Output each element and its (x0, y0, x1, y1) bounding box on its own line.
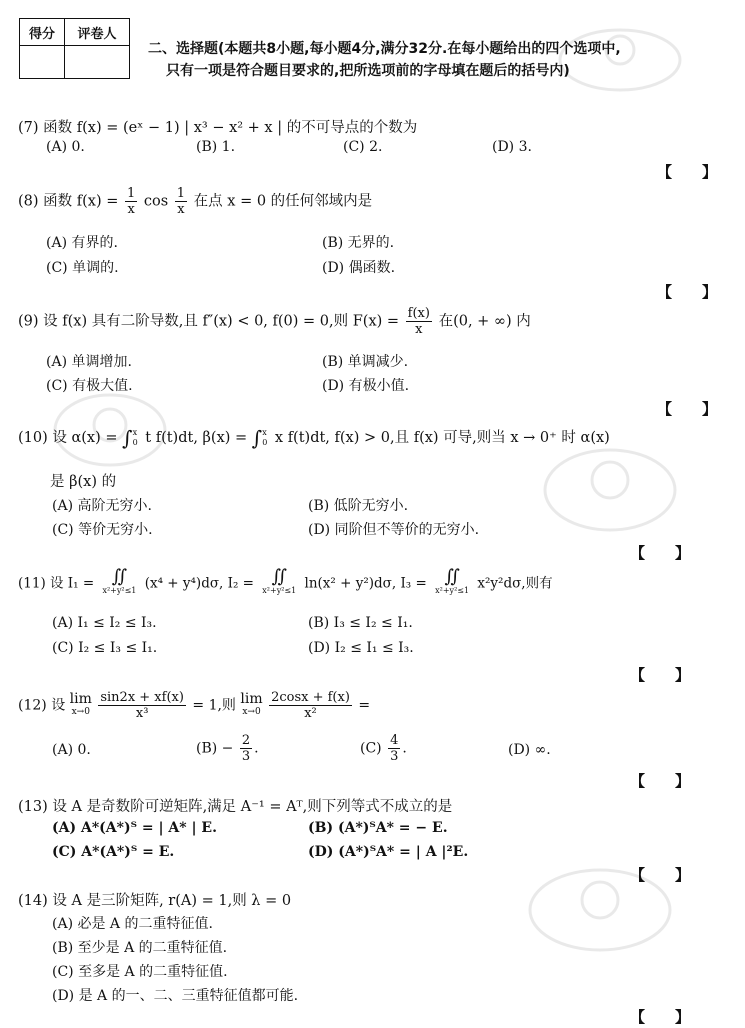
q9-frac-den: x (415, 322, 423, 337)
integral-icon: ∫ (122, 426, 133, 450)
q8-option-b[interactable]: (B) 无界的. (322, 235, 395, 251)
q10-option-b[interactable]: (B) 低阶无穷小. (308, 498, 409, 514)
double-integral-icon (262, 566, 297, 598)
q9-text-post: 在(0, + ∞) 内 (438, 313, 531, 330)
q8-frac2-num: 1 (176, 186, 186, 201)
q10-line2: 是 β(x) 的 (50, 474, 117, 490)
watermark-icon (490, 840, 710, 980)
q8-frac-num: 1 (126, 186, 136, 201)
q12-lim: lim (69, 690, 92, 707)
q10-option-d[interactable]: (D) 同阶但不等价的无穷小. (308, 522, 480, 538)
grader-cell[interactable] (65, 46, 130, 79)
question-13-stem: (13) 设 A 是奇数阶可逆矩阵,满足 A⁻¹ = Aᵀ,则下列等式不成立的是 (18, 799, 453, 815)
q8-cos: cos (143, 193, 169, 210)
q12-lim2: lim (240, 690, 263, 707)
question-11-stem (18, 566, 553, 598)
q10-upper2: x (262, 428, 267, 437)
q11-region3: x²+y²≤1 (435, 586, 470, 595)
score-cell[interactable] (20, 46, 65, 79)
q10-text3: x f(t)dt, f(x) > 0,且 f(x) 可导,则当 x → 0⁺ 时 α(x) (274, 430, 610, 446)
q14-answer-bracket[interactable]: 【 】 (630, 1008, 691, 1026)
q7-answer-bracket[interactable]: 【 】 (657, 163, 718, 181)
q8-option-c[interactable]: (C) 单调的. (46, 260, 119, 276)
q7-option-b[interactable]: (B) 1. (196, 139, 236, 155)
q12-fraction (98, 690, 186, 721)
q11-answer-bracket[interactable]: 【 】 (630, 666, 691, 684)
q8-frac-den: x (127, 202, 135, 217)
q12-optc-den: 3 (390, 749, 399, 764)
q8-text: (8) 函数 f(x) = (18, 193, 119, 210)
q12-option-d[interactable]: (D) ∞. (508, 742, 551, 758)
q11-dbl-sign2: ∬ (271, 566, 287, 587)
q12-frac-num: sin2x + xf(x) (100, 690, 184, 705)
q13-option-a[interactable]: (A) A*(A*)ᵀ = | A* | E. (52, 820, 217, 836)
q11-dbl-sign3: ∬ (444, 566, 460, 587)
double-integral-icon (102, 566, 137, 598)
q12-option-b[interactable]: (B) − $\frac{2}{3}$ . (196, 733, 259, 764)
question-9-stem (18, 306, 531, 337)
q12-fraction2 (269, 690, 352, 721)
q11-option-b[interactable]: (B) I₃ ≤ I₂ ≤ I₁. (308, 615, 413, 631)
q13-option-b[interactable]: (B) (A*)ᵀA* = − E. (308, 820, 448, 836)
grader-label: 评卷人 (65, 19, 130, 46)
q14-option-d[interactable]: (D) 是 A 的一、二、三重特征值都可能. (52, 988, 299, 1004)
q12-optb-den: 3 (241, 749, 251, 764)
q7-option-c[interactable]: (C) 2. (343, 139, 383, 155)
q13-option-c[interactable]: (C) A*(A*)ᵀ = E. (52, 844, 175, 860)
q12-frac2-num: 2cosx + f(x) (271, 690, 350, 705)
question-10-stem (18, 426, 610, 448)
q11-region2: x²+y²≤1 (262, 586, 297, 595)
score-table (19, 18, 130, 79)
q8-frac2-den: x (177, 202, 185, 217)
question-14-stem: (14) 设 A 是三阶矩阵, r(A) = 1,则 λ = 0 (18, 893, 292, 909)
q12-frac2-den: x² (304, 706, 317, 721)
q12-optb-num: 2 (241, 733, 251, 748)
q12-text2: = 1,则 (192, 697, 236, 714)
score-label: 得分 (20, 19, 65, 46)
q12-optb-fraction (240, 733, 252, 764)
q10-text: (10) 设 α(x) = (18, 430, 118, 446)
q9-option-b[interactable]: (B) 单调减少. (322, 354, 409, 370)
q11-option-a[interactable]: (A) I₁ ≤ I₂ ≤ I₃. (52, 615, 157, 631)
q8-option-d[interactable]: (D) 偶函数. (322, 260, 396, 276)
q14-option-b[interactable]: (B) 至少是 A 的二重特征值. (52, 940, 228, 956)
q9-option-c[interactable]: (C) 有极大值. (46, 378, 133, 394)
q9-answer-bracket[interactable]: 【 】 (657, 400, 718, 418)
q8-answer-bracket[interactable]: 【 】 (657, 283, 718, 301)
q12-answer-bracket[interactable]: 【 】 (630, 772, 691, 790)
q8-option-a[interactable]: (A) 有界的. (46, 235, 118, 251)
question-12-stem (18, 690, 370, 721)
q10-option-c[interactable]: (C) 等价无穷小. (52, 522, 153, 538)
q12-text3: = (358, 697, 371, 714)
q11-text: (11) 设 I₁ = (18, 575, 95, 592)
q10-answer-bracket[interactable]: 【 】 (630, 544, 691, 562)
question-8-stem (18, 186, 372, 217)
q12-option-a[interactable]: (A) 0. (52, 742, 91, 758)
q8-fraction (125, 186, 137, 217)
q14-option-c[interactable]: (C) 至多是 A 的二重特征值. (52, 964, 228, 980)
q12-limit2 (240, 690, 263, 719)
section-heading (148, 38, 621, 82)
q10-upper: x (132, 428, 138, 437)
q12-optc-text: (C) (360, 740, 382, 757)
q11-text4: x²y²dσ,则有 (477, 575, 553, 592)
q11-text3: ln(x² + y²)dσ, I₃ = (304, 575, 427, 592)
q13-answer-bracket[interactable]: 【 】 (630, 866, 691, 884)
q10-option-a[interactable]: (A) 高阶无穷小. (52, 498, 152, 514)
question-7-stem: (7) 函数 f(x) = (eˣ − 1) | x³ − x² + x | 的不可导点的个数为 (18, 120, 418, 136)
q12-frac-den: x³ (135, 706, 149, 721)
q12-option-c[interactable]: (C) $\frac{4}{3}$ . (360, 733, 407, 764)
q12-text: (12) 设 (18, 697, 66, 714)
q11-option-c[interactable]: (C) I₂ ≤ I₃ ≤ I₁. (52, 640, 158, 656)
q11-region: x²+y²≤1 (102, 586, 137, 595)
q7-option-a[interactable]: (A) 0. (46, 139, 85, 155)
q10-lower: 0 (132, 438, 138, 447)
double-integral-icon (435, 566, 470, 598)
q10-limits2 (262, 428, 267, 448)
section-heading-line1: 二、选择题(本题共8小题,每小题4分,满分32分.在每小题给出的四个选项中, (148, 41, 621, 57)
q13-option-d[interactable]: (D) (A*)ᵀA* = | A |²E. (308, 844, 469, 860)
q7-option-d[interactable]: (D) 3. (492, 139, 532, 155)
q12-optc-num: 4 (390, 733, 399, 748)
q10-lower2: 0 (262, 438, 268, 447)
q9-option-d[interactable]: (D) 有极小值. (322, 378, 410, 394)
q10-limits (133, 428, 138, 448)
q12-optc-fraction (388, 733, 400, 764)
integral-icon: ∫ (251, 426, 263, 450)
q12-limsub2: x→0 (242, 706, 261, 717)
q11-text2: (x⁴ + y⁴)dσ, I₂ = (144, 575, 254, 592)
q12-limsub: x→0 (71, 706, 90, 717)
q9-frac-num: f(x) (407, 306, 430, 321)
q11-option-d[interactable]: (D) I₂ ≤ I₁ ≤ I₃. (308, 640, 414, 656)
q11-dbl-sign: ∬ (111, 566, 128, 587)
q12-optb-text: (B) − (196, 740, 234, 757)
q9-option-a[interactable]: (A) 单调增加. (46, 354, 132, 370)
q8-fraction2 (175, 186, 187, 217)
q14-option-a[interactable]: (A) 必是 A 的二重特征值. (52, 916, 213, 932)
q12-limit (69, 690, 92, 719)
q10-text2: t f(t)dt, β(x) = (145, 430, 248, 446)
q9-text: (9) 设 f(x) 具有二阶导数,且 f″(x) < 0, f(0) = 0,则 F(x) = (18, 313, 400, 330)
q8-text-post: 在点 x = 0 的任何邻域内是 (193, 193, 373, 210)
q9-fraction (406, 306, 432, 337)
section-heading-line2: 只有一项是符合题目要求的,把所选项前的字母填在题后的括号内) (166, 63, 570, 79)
